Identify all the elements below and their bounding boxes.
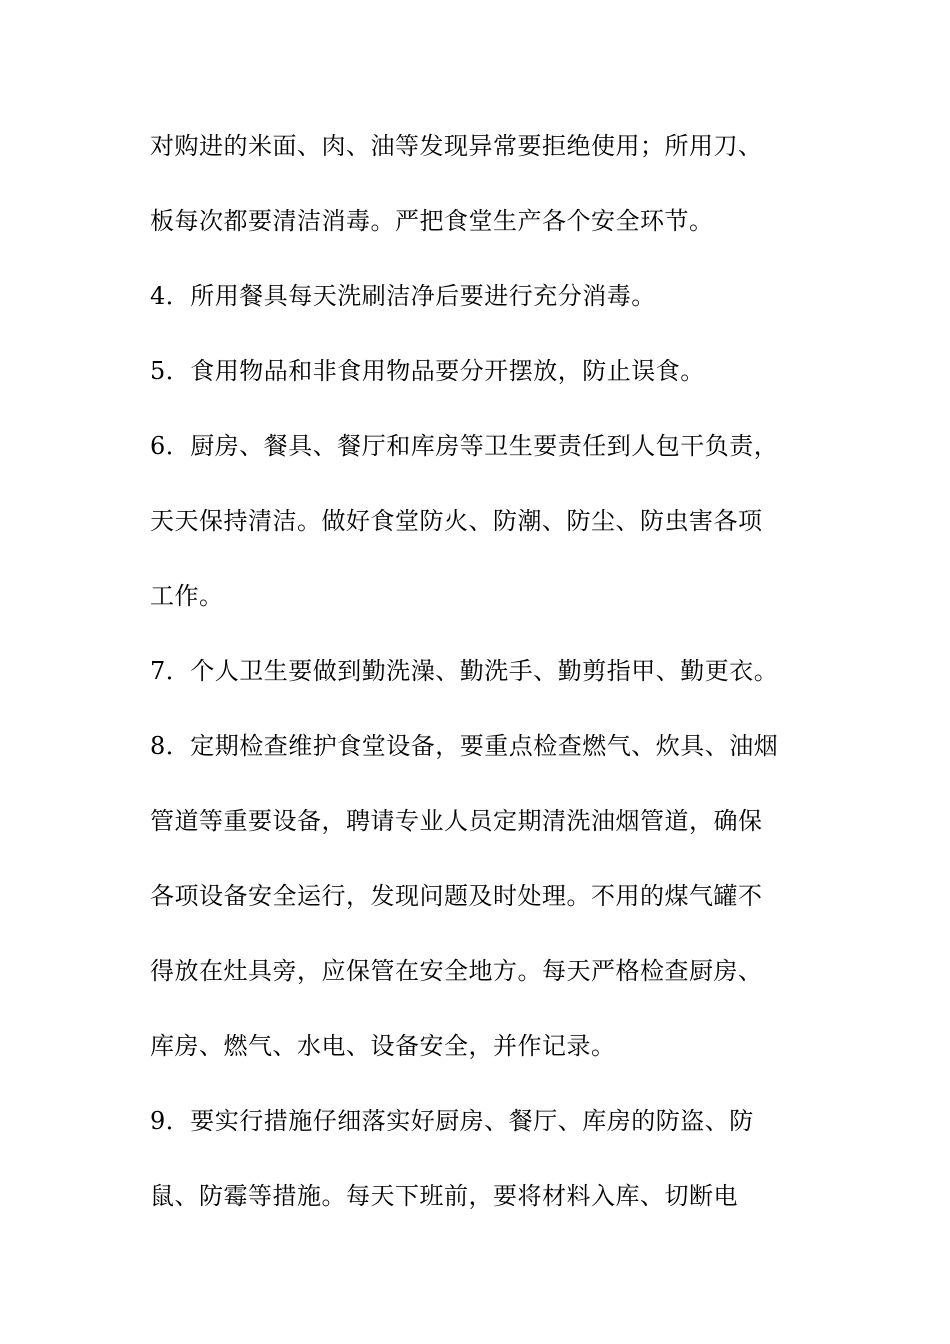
text-line: 8．定期检查维护食堂设备，要重点检查燃气、炊具、油烟: [150, 732, 779, 760]
text-line: 工作。: [150, 582, 224, 610]
text-line: 得放在灶具旁，应保管在安全地方。每天严格检查厨房、: [150, 957, 763, 985]
body-text: [150, 126, 810, 1251]
text-line: 库房、燃气、水电、设备安全，并作记录。: [150, 1032, 616, 1060]
text-line: 7．个人卫生要做到勤洗澡、勤洗手、勤剪指甲、勤更衣。: [150, 657, 779, 685]
text-line: 板每次都要清洁消毒。严把食堂生产各个安全环节。: [150, 207, 714, 235]
text-line: 对购进的米面、肉、油等发现异常要拒绝使用；所用刀、: [150, 132, 763, 160]
text-line: 鼠、防霉等措施。每天下班前，要将材料入库、切断电: [150, 1182, 738, 1210]
text-line: 9．要实行措施仔细落实好厨房、餐厅、库房的防盗、防: [150, 1107, 754, 1135]
text-line: 6．厨房、餐具、餐厅和库房等卫生要责任到人包干负责，: [150, 432, 779, 460]
text-line: 天天保持清洁。做好食堂防火、防潮、防尘、防虫害各项: [150, 507, 763, 535]
text-line: 管道等重要设备，聘请专业人员定期清洗油烟管道，确保: [150, 807, 763, 835]
text-line: 各项设备安全运行，发现问题及时处理。不用的煤气罐不: [150, 882, 763, 910]
text-line: 4．所用餐具每天洗刷洁净后要进行充分消毒。: [150, 282, 656, 310]
text-line: 5．食用物品和非食用物品要分开摆放，防止误食。: [150, 357, 705, 385]
